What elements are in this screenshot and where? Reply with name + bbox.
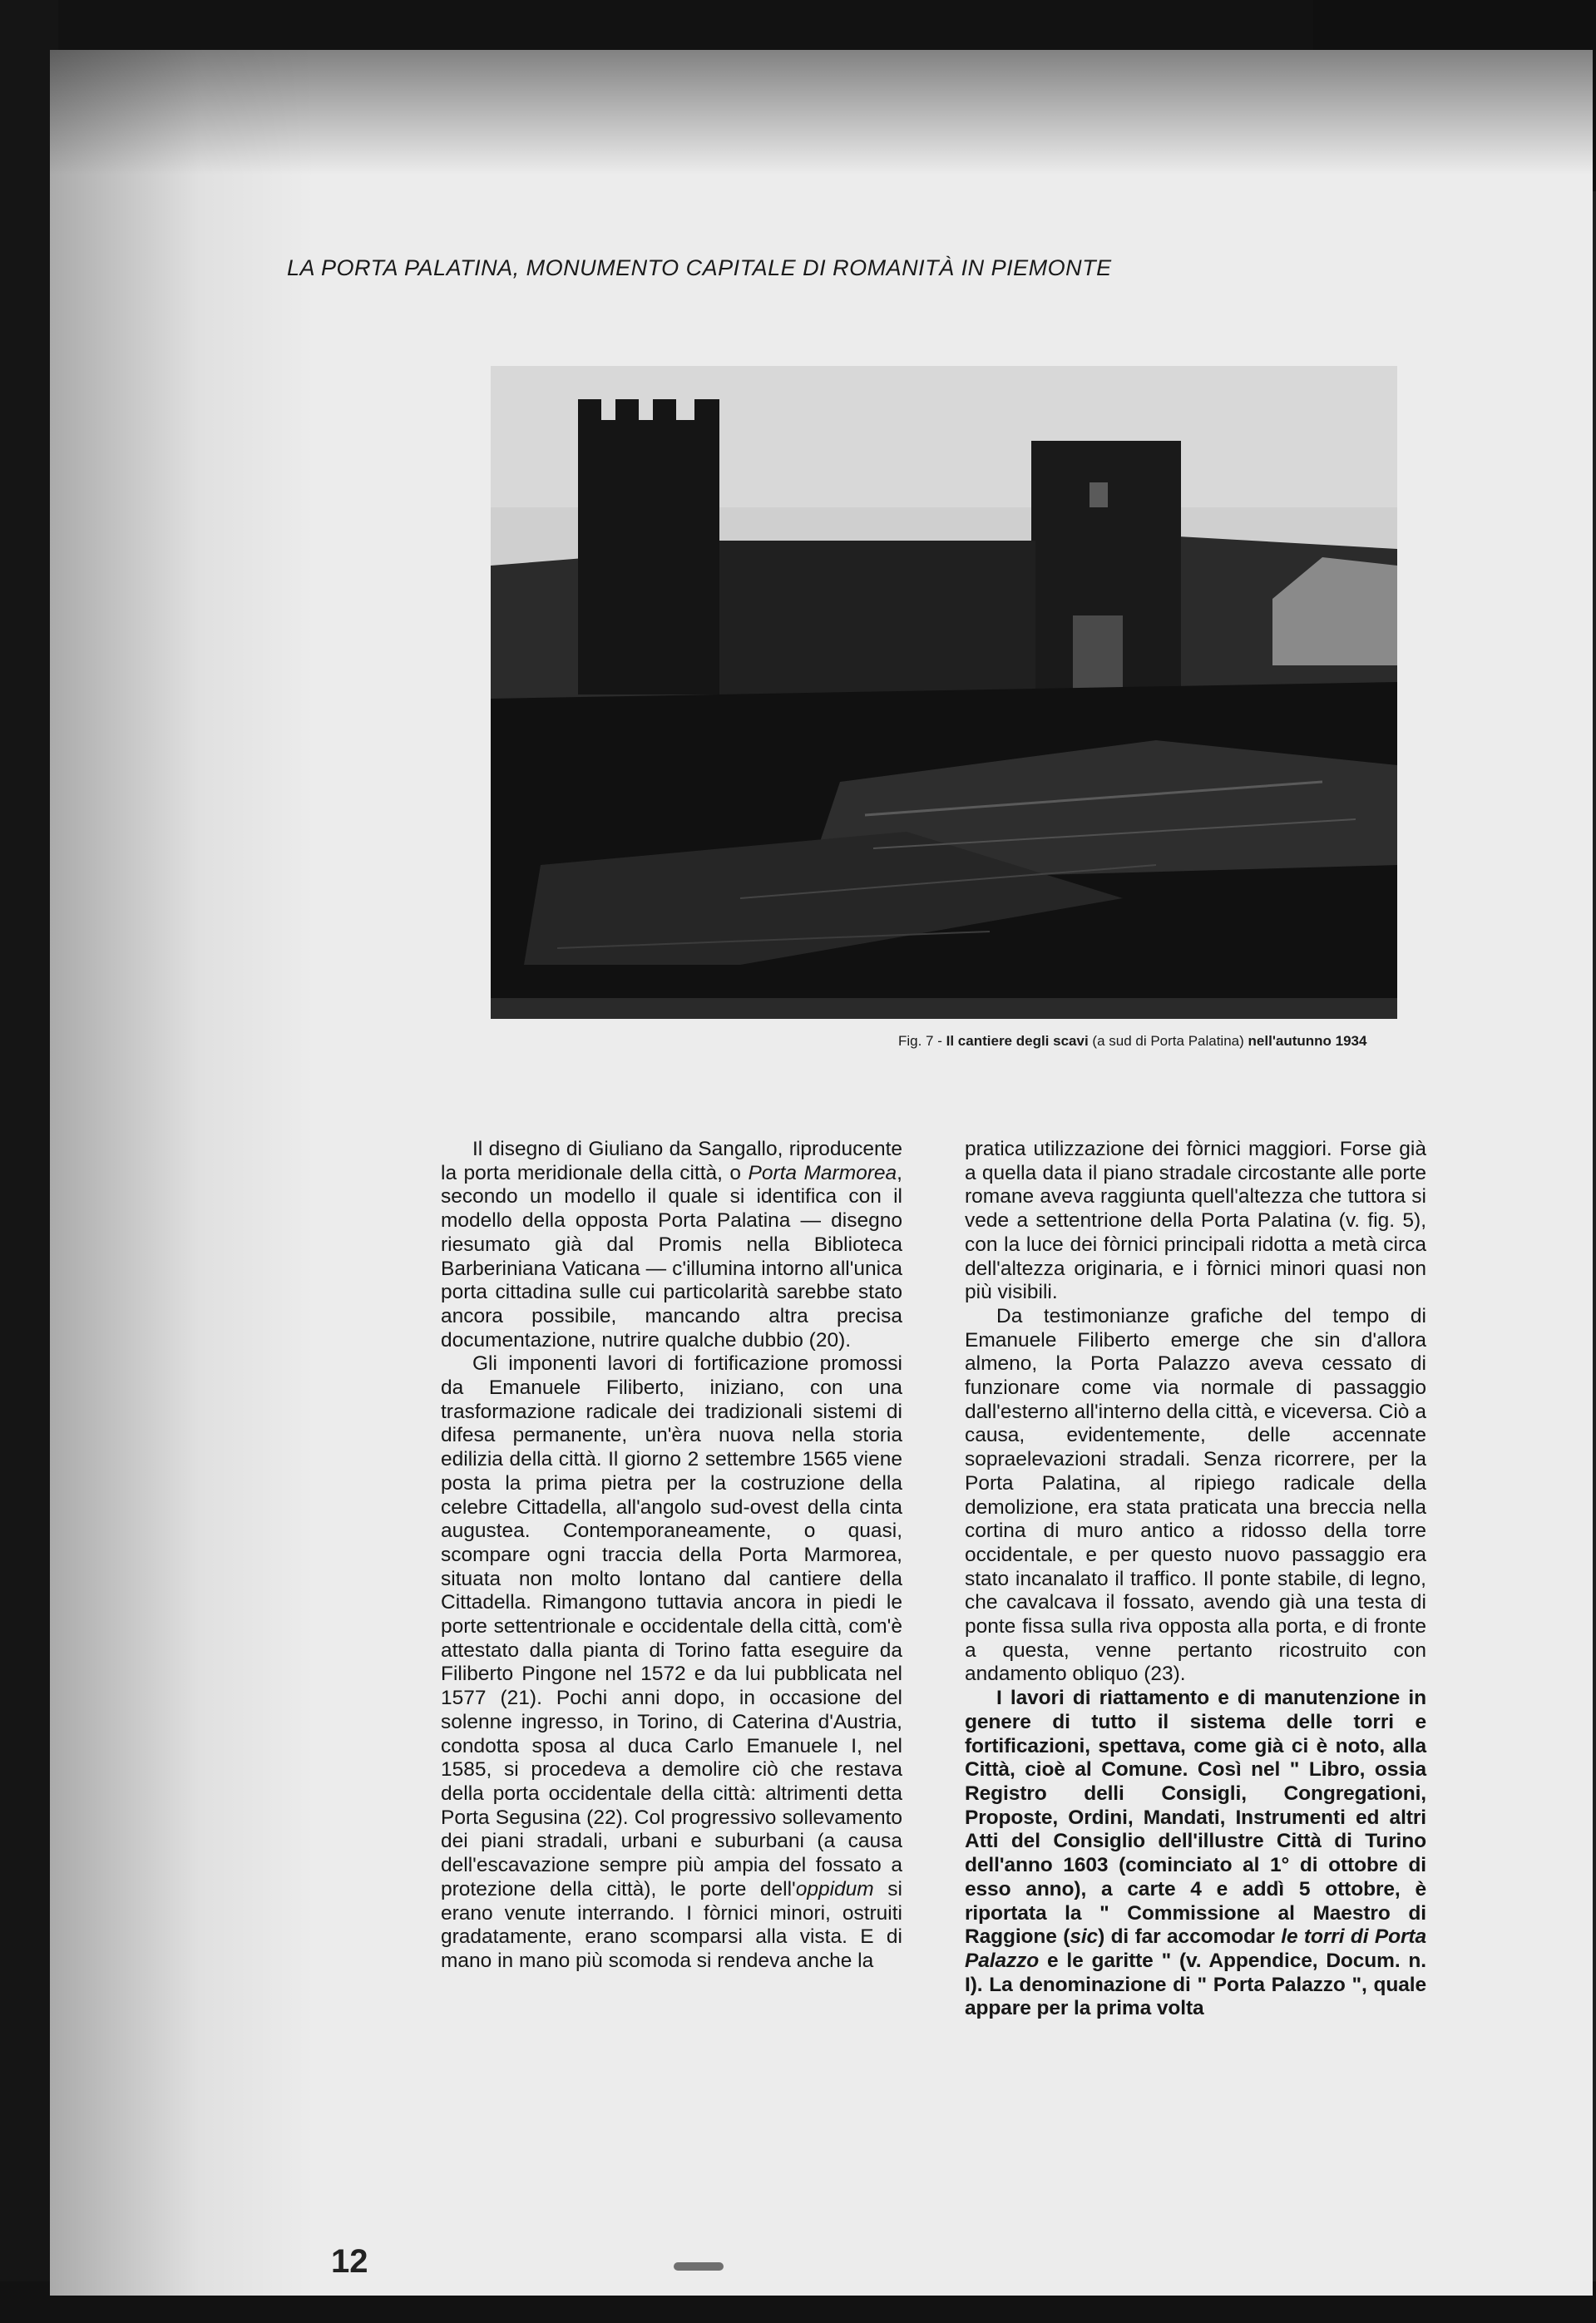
italic-term: Porta Marmorea xyxy=(748,1161,897,1184)
figure-caption xyxy=(898,1033,1397,1050)
paragraph xyxy=(965,1687,1426,2021)
photo-illustration xyxy=(491,366,1397,1019)
text-run: si erano venute interrando. I fòrnici minori, ostruiti gradatamente, erano scomparsi alla vista. E di mano in mano più scomoda si rendeva anche la xyxy=(441,1877,902,1972)
caption-location: (a sud di Porta Palatina) xyxy=(1092,1033,1244,1049)
text-column-right xyxy=(965,1138,1426,2021)
text-column-left xyxy=(441,1138,902,1974)
scan-smudge xyxy=(674,2262,724,2271)
paragraph: pratica utilizzazione dei fòrnici maggiori. Forse già a quella data il piano stradale circostante alle porte romane aveva raggiunta quell'altezza che tuttora si vede a settentrione della Porta Palatina (v. fig. 5), con la luce dei fòrnici principali ridotta a metà circa dell'altezza originaria, e i fòrnici minori quasi non più visibili. xyxy=(965,1138,1426,1304)
caption-bold-date: nell'autunno 1934 xyxy=(1248,1033,1367,1049)
page-number: 12 xyxy=(331,2243,368,2280)
paragraph xyxy=(441,1138,902,1352)
figure-photo-excavation-site xyxy=(491,366,1397,1019)
figure-label: Fig. 7 - xyxy=(898,1033,942,1049)
text-run: Gli imponenti lavori di fortificazione promossi da Emanuele Filiberto, iniziano, con una trasformazione radicale dei tradizionali sistemi di difesa permanente, un'èra nuova nella storia edilizia della città. Il giorno 2 settembre 1565 viene posta la prima pietra per la costruzione della celebre Cittadella, all'angolo sud-ovest della cinta augustea. Contemporaneamente, o quasi, scompare ogni traccia della Porta Marmorea, situata non molto lontano dal cantiere della Cittadella. Rimangono tuttavia ancora in piedi le porte settentrionale e occidentale della città, com'è attestato dalla pianta di Torino fatta eseguire da Filiberto Pingone nel 1572 e da lui pubblicata nel 1577 (21). Pochi anni dopo, in occasione del solenne ingresso, in Torino, di Caterina d'Austria, condotta sposa al duca Carlo Emanuele I, nel 1585, si procedeva a demolire ciò che restava della porta occidentale della città: altrimenti detta Porta Segusina (22). Col progressivo sollevamento dei piani stradali, urbani e suburbani (a causa dell'escavazione sempre più ampia del fossato a protezione della città), le porte dell' xyxy=(441,1352,902,1900)
text-run: , secondo un modello il quale si identifica con il modello della opposta Porta Palatina — disegno riesumato già dal Promis nella Biblioteca Barberiniana Vaticana — c'illumina intorno all'unica porta cittadina sulle cui particolarità sarebbe stato ancora possibile, mancando altra precisa documentazione, nutrire qualche dubbio (20). xyxy=(441,1161,902,1352)
paragraph: Da testimonianze grafiche del tempo di Emanuele Filiberto emerge che sin d'allora almeno, la Porta Palazzo aveva cessato di funzionare come via normale di passaggio dall'esterno all'interno della città, e viceversa. Ciò a causa, evidentemente, delle accennate sopraelevazioni stradali. Senza ricorrere, per la Porta Palatina, al ripiego radicale della demolizione, era stata praticata una breccia nella cortina di muro antico a ridosso della torre occidentale, e per questo nuovo passaggio era stato incanalato il traffico. Il ponte stabile, di legno, che cavalcava il fossato, avendo già una testa di ponte fissa sulla riva opposta alla porta, e di fronte a questa, venne pertanto ricostruito con andamento obliquo (23). xyxy=(965,1304,1426,1686)
paragraph xyxy=(441,1352,902,1973)
caption-bold-lead: Il cantiere degli scavi xyxy=(946,1033,1089,1049)
text-run: Il disegno di Giuliano da Sangallo, riproducente la porta meridionale della città, o xyxy=(441,1138,902,1184)
text-run: e le garitte " (v. Appendice, Docum. n. I). La denominazione di " Porta Palazzo ", quale appare per la prima volta xyxy=(965,1949,1426,2020)
text-run: I lavori di riattamento e di manutenzione in genere di tutto il sistema delle torri e fortificazioni, spettava, come già ci è noto, alla Città, cioè al Comune. Così nel " Libro, ossia Registro delli Consigli, Congregationi, Proposte, Ordini, Mandati, Instrumenti ed altri Atti del Consiglio dell'illustre Città di Turino dell'anno 1603 (cominciato al 1° di ottobre di esso anno), a carte 4 e addì 5 ottobre, è riportata la " Commissione al Maestro di Raggione ( xyxy=(965,1687,1426,1949)
running-header: LA PORTA PALATINA, MONUMENTO CAPITALE DI ROMANITÀ IN PIEMONTE xyxy=(287,255,1112,280)
italic-term: sic xyxy=(1070,1925,1099,1949)
italic-term: le torri di Porta Palazzo xyxy=(965,1925,1426,1972)
text-run: ) di far accomodar xyxy=(1098,1925,1282,1949)
italic-term: oppidum xyxy=(795,1877,874,1900)
